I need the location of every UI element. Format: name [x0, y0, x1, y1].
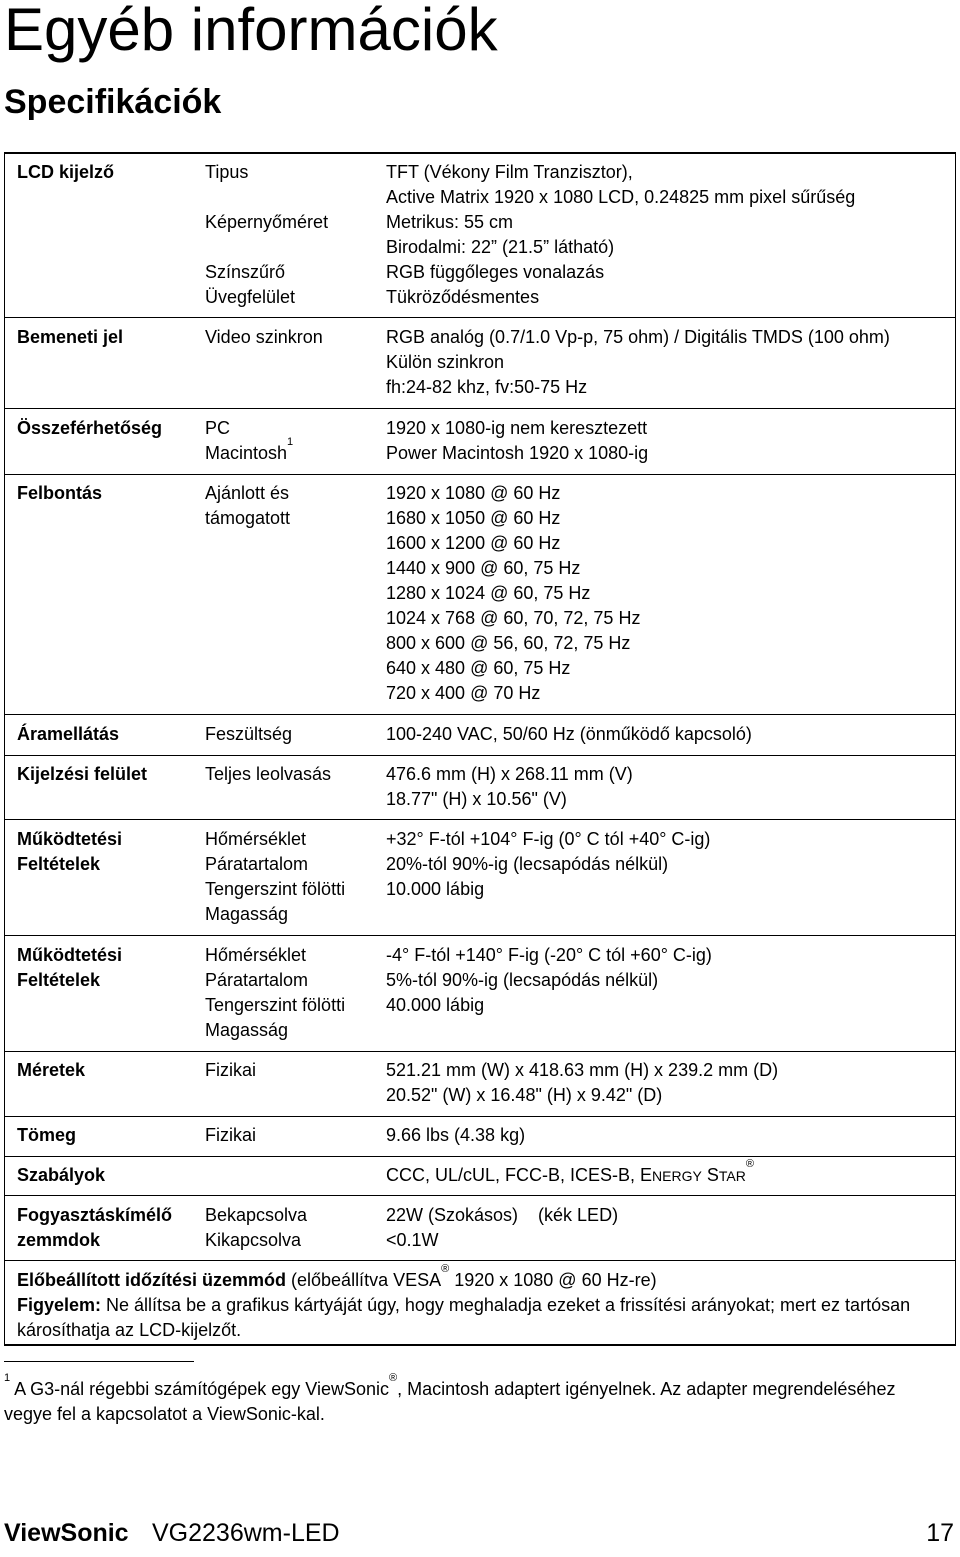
spec-value-input-1: RGB analóg (0.7/1.0 Vp-p, 75 ohm) / Digitális TMDS (100 ohm) [386, 327, 890, 347]
row-divider [5, 474, 955, 475]
registered-mark: ® [441, 1263, 450, 1275]
resolution-item: 1680 x 1050 @ 60 Hz [386, 508, 561, 528]
spec-sublabel-physical: Fizikai [205, 1060, 257, 1080]
spec-value-humidity: 5%-tól 90%-ig (lecsapódás nélkül) [386, 970, 659, 990]
spec-value-off: <0.1W [386, 1230, 439, 1250]
page-number: 17 [926, 1519, 954, 1547]
spec-value-temperature: -4° F-tól +140° F-ig (-20° C tól +60° C-ig) [386, 945, 712, 965]
spec-sublabel-video-sync: Video szinkron [205, 327, 323, 347]
preset-note-bold: Előbeállított időzítési üzemmód [17, 1270, 287, 1290]
spec-label-operating-2: Feltételek [17, 854, 101, 874]
row-divider [5, 408, 955, 409]
spec-label-weight: Tömeg [17, 1125, 77, 1145]
footnote-line-2: vegye fel a kapcsolatot a ViewSonic-kal. [4, 1404, 325, 1424]
footnote-line-1 [4, 1372, 896, 1402]
resolution-item: 720 x 400 @ 70 Hz [386, 683, 541, 703]
page-subtitle: Specifikációk [4, 83, 222, 121]
spec-value-type-2: Active Matrix 1920 x 1080 LCD, 0.24825 mm pixel sűrűség [386, 187, 856, 207]
preset-note-text: (előbeállítva VESA [286, 1270, 442, 1290]
row-divider [5, 1156, 955, 1157]
spec-label-storage-2: Feltételek [17, 970, 101, 990]
row-divider [5, 819, 955, 820]
spec-sublabel-full-scan: Teljes leolvasás [205, 764, 332, 784]
row-divider [5, 1051, 955, 1052]
spec-label-power-saving-2: zemmdok [17, 1230, 101, 1250]
spec-value-regulations [386, 1158, 754, 1188]
registered-mark: ® [745, 1158, 754, 1170]
spec-value-size-1: Metrikus: 55 cm [386, 212, 514, 232]
spec-sublabel-pc: PC [205, 418, 231, 438]
spec-value-dimensions-1: 521.21 mm (W) x 418.63 mm (H) x 239.2 mm (D) [386, 1060, 779, 1080]
spec-sublabel-temperature: Hőmérséklet [205, 945, 307, 965]
spec-label-compat: Összeférhetőség [17, 418, 163, 438]
spec-label-lcd: LCD kijelző [17, 162, 115, 182]
spec-sublabel-altitude-1: Tengerszint fölötti [205, 879, 346, 899]
spec-sublabel-macintosh [205, 436, 294, 466]
preset-note-text-2: 1920 x 1080 @ 60 Hz-re) [449, 1270, 657, 1290]
spec-value-altitude: 40.000 lábig [386, 995, 485, 1015]
warning-note-continued: károsíthatja az LCD-kijelzőt. [17, 1320, 242, 1340]
footnote-text-2: , Macintosh adaptert igényelnek. Az adapter megrendeléséhez [397, 1379, 896, 1399]
spec-sublabel-physical: Fizikai [205, 1125, 257, 1145]
footer-model: VG2236wm-LED [152, 1519, 340, 1547]
row-divider [5, 1260, 955, 1261]
spec-value-weight: 9.66 lbs (4.38 kg) [386, 1125, 526, 1145]
spec-value-color-filter: RGB függőleges vonalazás [386, 262, 605, 282]
spec-value-on: 22W (Szokásos) (kék LED) [386, 1205, 619, 1225]
spec-value-macintosh: Power Macintosh 1920 x 1080-ig [386, 443, 649, 463]
spec-sublabel-recommended: Ajánlott és [205, 483, 290, 503]
spec-value-voltage: 100-240 VAC, 50/60 Hz (önműködő kapcsoló) [386, 724, 752, 744]
spec-sublabel-temperature: Hőmérséklet [205, 829, 307, 849]
spec-label-storage-1: Működtetési [17, 945, 123, 965]
resolution-item: 640 x 480 @ 60, 75 Hz [386, 658, 571, 678]
spec-table [4, 152, 956, 1346]
spec-label-input: Bemeneti jel [17, 327, 124, 347]
resolution-item: 1600 x 1200 @ 60 Hz [386, 533, 561, 553]
spec-value-humidity: 20%-tól 90%-ig (lecsapódás nélkül) [386, 854, 669, 874]
spec-value-dimensions-2: 20.52" (W) x 16.48" (H) x 9.42" (D) [386, 1085, 663, 1105]
macintosh-text: Macintosh [205, 443, 288, 463]
footnote-marker: 1 [287, 436, 294, 448]
footer-brand: ViewSonic [4, 1519, 129, 1547]
resolution-item: 1280 x 1024 @ 60, 75 Hz [386, 583, 591, 603]
spec-sublabel-voltage: Feszültség [205, 724, 293, 744]
row-divider [5, 755, 955, 756]
row-divider [5, 935, 955, 936]
warning-note-text: Ne állítsa be a grafikus kártyáját úgy, hogy meghaladja ezeket a frissítési arányokat; mert ez tartósan [101, 1295, 911, 1315]
spec-label-power: Áramellátás [17, 724, 120, 744]
spec-value-type-1: TFT (Vékony Film Tranzisztor), [386, 162, 633, 182]
spec-value-display-area-1: 476.6 mm (H) x 268.11 mm (V) [386, 764, 633, 784]
spec-value-input-3: fh:24-82 khz, fv:50-75 Hz [386, 377, 588, 397]
energy-star-smallcaps: TAR [718, 1168, 746, 1184]
warning-note [17, 1293, 910, 1318]
spec-label-regulations: Szabályok [17, 1165, 106, 1185]
spec-value-glass: Tükröződésmentes [386, 287, 540, 307]
spec-value-temperature: +32° F-tól +104° F-ig (0° C tól +40° C-ig) [386, 829, 711, 849]
registered-mark: ® [389, 1372, 398, 1384]
spec-label-power-saving-1: Fogyasztáskímélő [17, 1205, 173, 1225]
spec-sublabel-supported: támogatott [205, 508, 291, 528]
spec-value-altitude: 10.000 lábig [386, 879, 485, 899]
spec-sublabel-on: Bekapcsolva [205, 1205, 308, 1225]
preset-timing-note [17, 1263, 657, 1293]
resolution-item: 800 x 600 @ 56, 60, 72, 75 Hz [386, 633, 631, 653]
energy-star-s: S [701, 1165, 719, 1185]
spec-value-size-2: Birodalmi: 22” (21.5” látható) [386, 237, 615, 257]
regulations-text: CCC, UL/cUL, FCC-B, ICES-B, E [386, 1165, 653, 1185]
resolution-item: 1024 x 768 @ 60, 70, 72, 75 Hz [386, 608, 641, 628]
spec-sublabel-type: Tipus [205, 162, 249, 182]
spec-sublabel-screen-size: Képernyőméret [205, 212, 329, 232]
resolution-item: 1920 x 1080 @ 60 Hz [386, 483, 561, 503]
footnote-text: A G3-nál régebbi számítógépek egy ViewSonic [10, 1379, 390, 1399]
spec-sublabel-humidity: Páratartalom [205, 854, 309, 874]
spec-sublabel-altitude-2: Magasság [205, 904, 289, 924]
energy-star-smallcaps: NERGY [652, 1168, 702, 1184]
spec-value-display-area-2: 18.77" (H) x 10.56" (V) [386, 789, 567, 809]
resolution-item: 1440 x 900 @ 60, 75 Hz [386, 558, 581, 578]
page-title: Egyéb információk [4, 0, 498, 63]
spec-sublabel-altitude-2: Magasság [205, 1020, 289, 1040]
spec-sublabel-off: Kikapcsolva [205, 1230, 302, 1250]
warning-note-bold: Figyelem: [17, 1295, 102, 1315]
spec-value-input-2: Külön szinkron [386, 352, 505, 372]
row-divider [5, 317, 955, 318]
spec-sublabel-altitude-1: Tengerszint fölötti [205, 995, 346, 1015]
spec-sublabel-humidity: Páratartalom [205, 970, 309, 990]
spec-label-operating-1: Működtetési [17, 829, 123, 849]
spec-label-dimensions: Méretek [17, 1060, 86, 1080]
footnote-divider [4, 1361, 194, 1362]
footnote-marker: 1 [4, 1372, 11, 1384]
spec-label-resolution: Felbontás [17, 483, 103, 503]
spec-sublabel-glass: Üvegfelület [205, 287, 296, 307]
spec-label-display-area: Kijelzési felület [17, 764, 148, 784]
spec-value-pc: 1920 x 1080-ig nem keresztezett [386, 418, 648, 438]
spec-sublabel-color-filter: Színszűrő [205, 262, 286, 282]
row-divider [5, 714, 955, 715]
row-divider [5, 1195, 955, 1196]
row-divider [5, 1116, 955, 1117]
